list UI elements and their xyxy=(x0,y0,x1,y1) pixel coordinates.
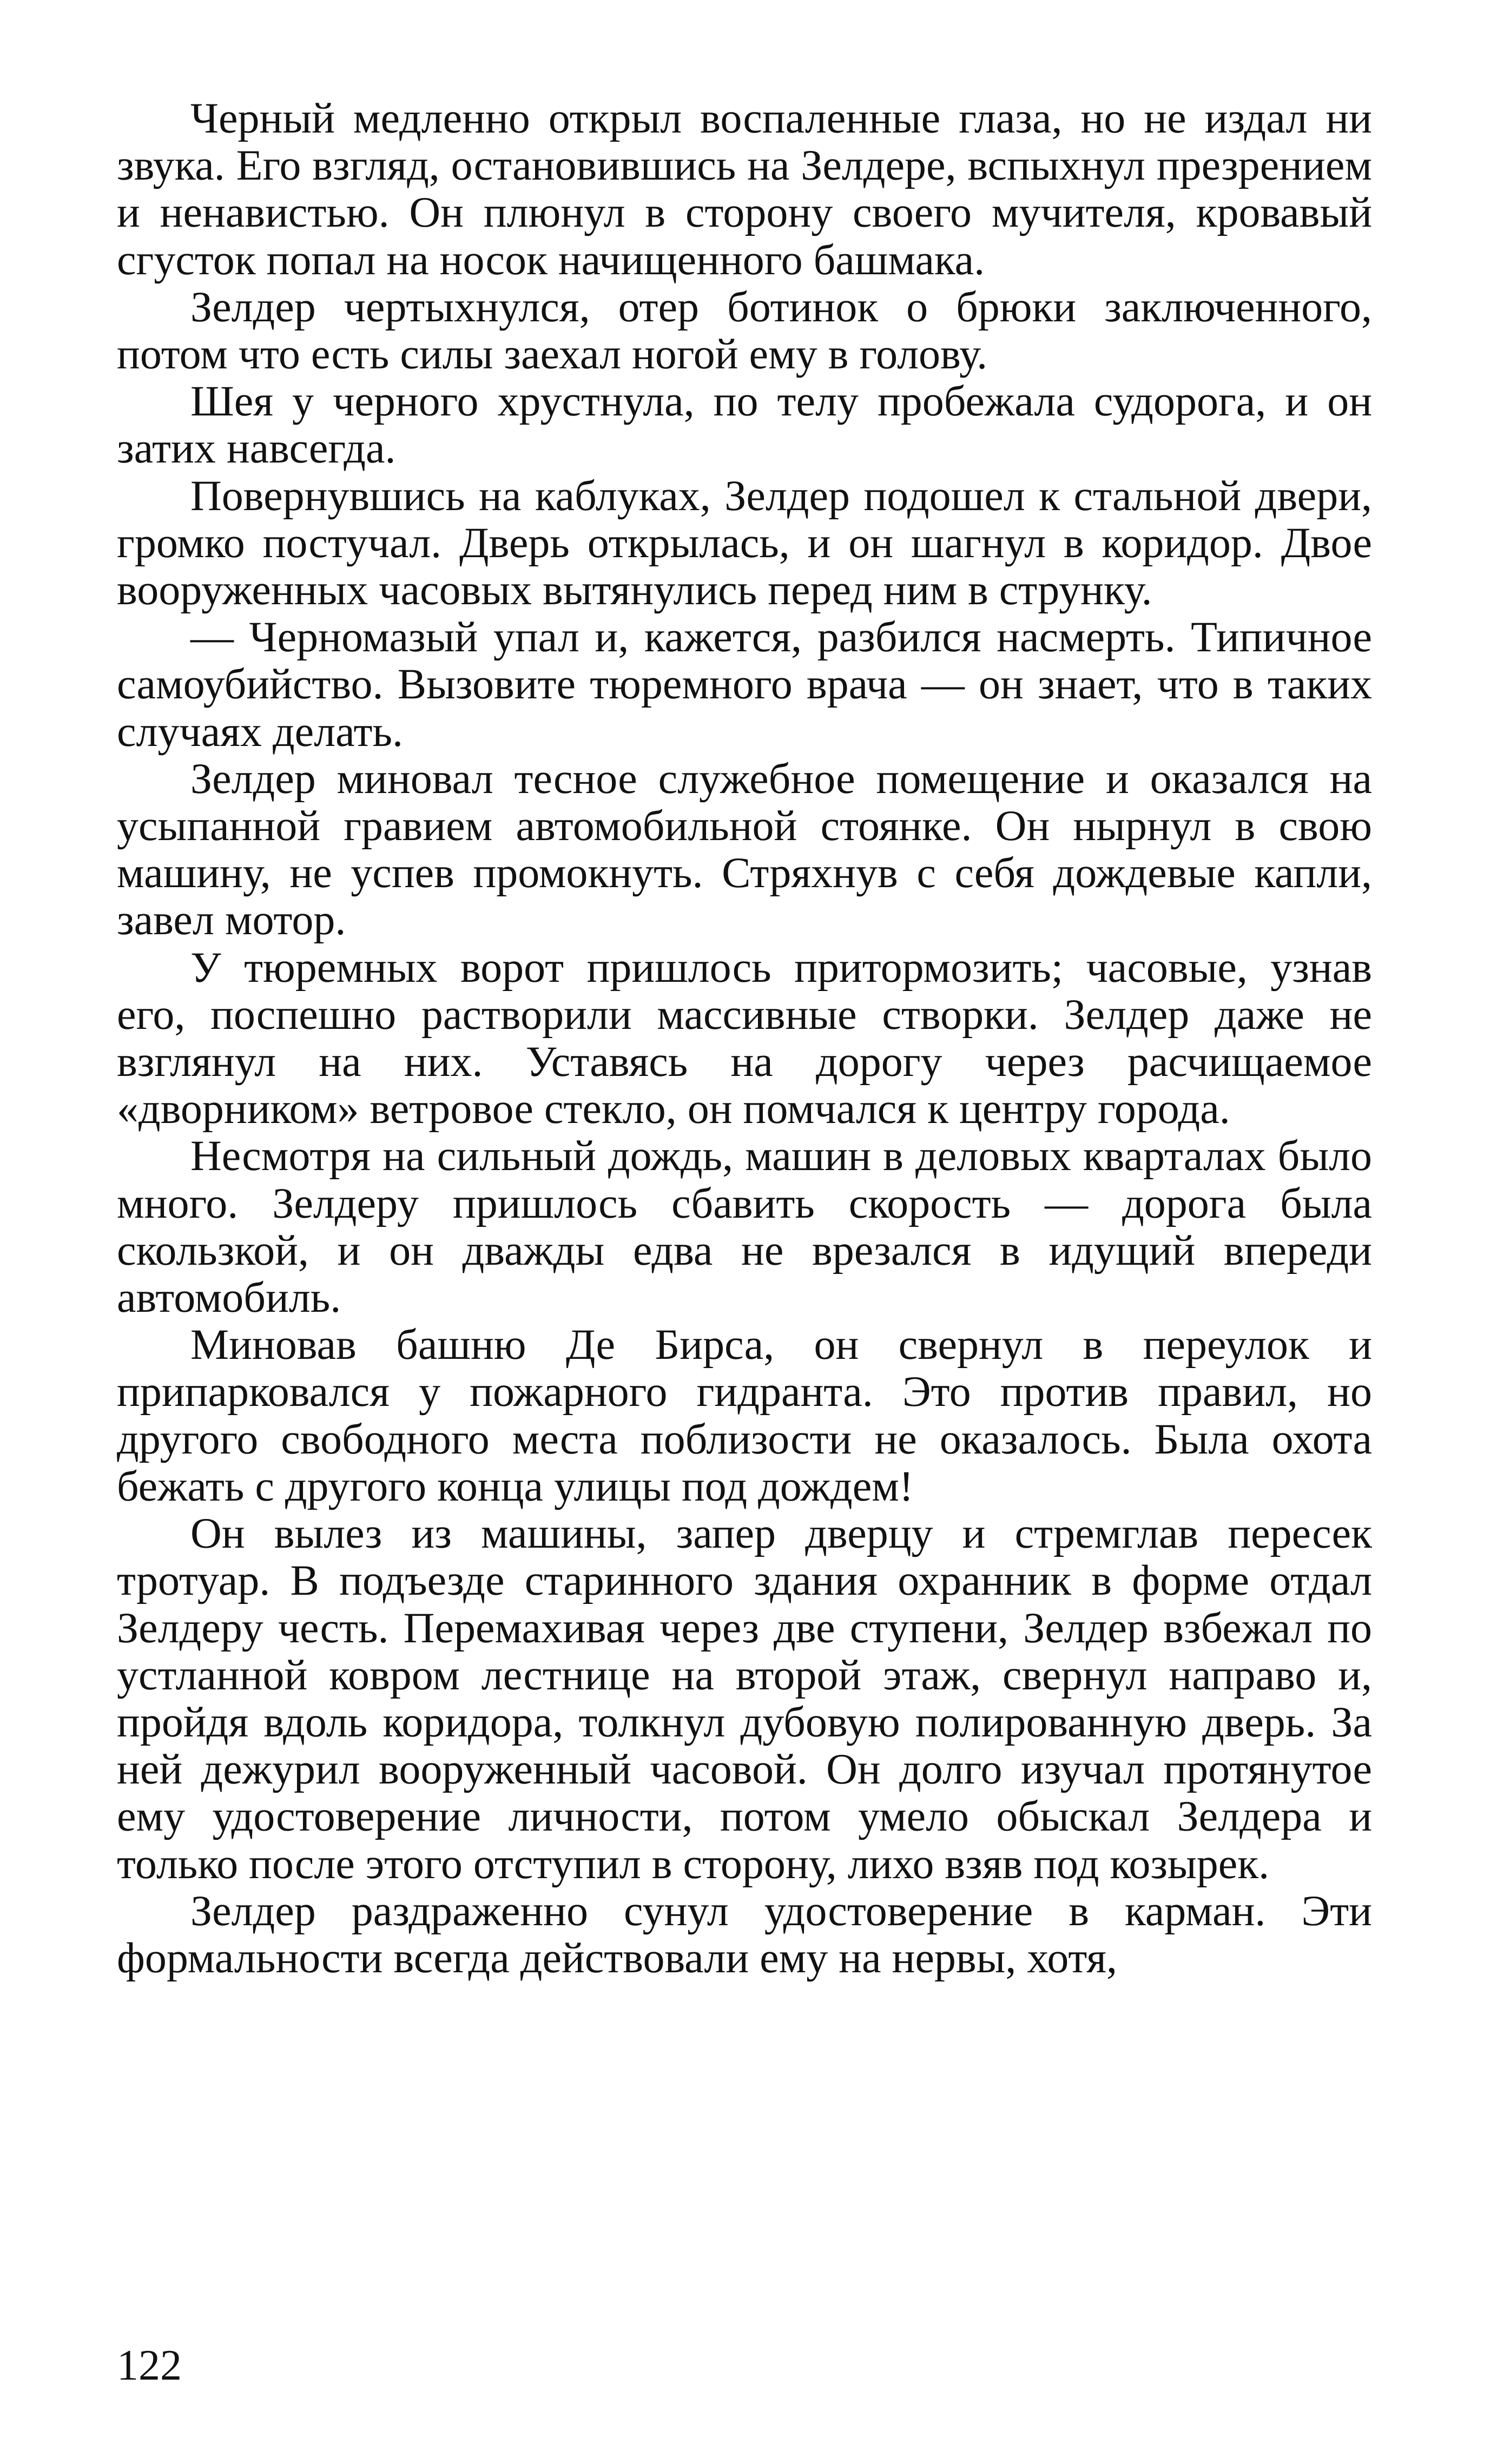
paragraph: Зелдер миновал тесное служебное помещение и оказался на усыпанной гравием автомобильной стоянке. Он нырнул в свою машину, не успев промокнуть. Стряхнув с себя дождевые капли, завел мотор. xyxy=(117,755,1372,944)
page-number: 122 xyxy=(117,2342,182,2389)
paragraph: Он вылез из машины, запер дверцу и стремглав пересек тротуар. В подъезде старинного здания охранник в форме отдал Зелдеру честь. Перемахивая через две ступени, Зелдер взбежал по устланной ковром лестнице на второй этаж, свернул направо и, пройдя вдоль коридора, толкнул дубовую полированную дверь. За ней дежурил вооруженный часовой. Он долго изучал протянутое ему удостоверение личности, потом умело обыскал Зелдера и только после этого отступил в сторону, лихо взяв под козырек. xyxy=(117,1510,1372,1888)
paragraph: — Черномазый упал и, кажется, разбился насмерть. Типичное самоубийство. Вызовите тюремного врача — он знает, что в таких случаях делать. xyxy=(117,613,1372,756)
paragraph: У тюремных ворот пришлось притормозить; часовые, узнав его, поспешно растворили массивные створки. Зелдер даже не взглянул на них. Уставясь на дорогу через расчищаемое «дворником» ветровое стекло, он помчался к центру города. xyxy=(117,943,1372,1133)
page-body xyxy=(117,95,1372,1982)
paragraph: Зелдер чертыхнулся, отер ботинок о брюки заключенного, потом что есть силы заехал ногой ему в голову. xyxy=(117,283,1372,379)
paragraph: Шея у черного хрустнула, по телу пробежала судорога, и он затих навсегда. xyxy=(117,378,1372,473)
paragraph: Черный медленно открыл воспаленные глаза, но не издал ни звука. Его взгляд, остановившись на Зелдере, вспыхнул презрением и ненавистью. Он плюнул в сторону своего мучителя, кровавый сгусток попал на носок начищенного башмака. xyxy=(117,95,1372,284)
paragraph: Повернувшись на каблуках, Зелдер подошел к стальной двери, громко постучал. Дверь открылась, и он шагнул в коридор. Двое вооруженных часовых вытянулись перед ним в струнку. xyxy=(117,472,1372,615)
paragraph: Миновав башню Де Бирса, он свернул в переулок и припарковался у пожарного гидранта. Это против правил, но другого свободного места поблизости не оказалось. Была охота бежать с другого конца улицы под дождем! xyxy=(117,1321,1372,1510)
paragraph: Несмотря на сильный дождь, машин в деловых кварталах было много. Зелдеру пришлось сбавить скорость — дорога была скользкой, и он дважды едва не врезался в идущий впереди автомобиль. xyxy=(117,1132,1372,1322)
paragraph: Зелдер раздраженно сунул удостоверение в карман. Эти формальности всегда действовали ему на нервы, хотя, xyxy=(117,1887,1372,1982)
